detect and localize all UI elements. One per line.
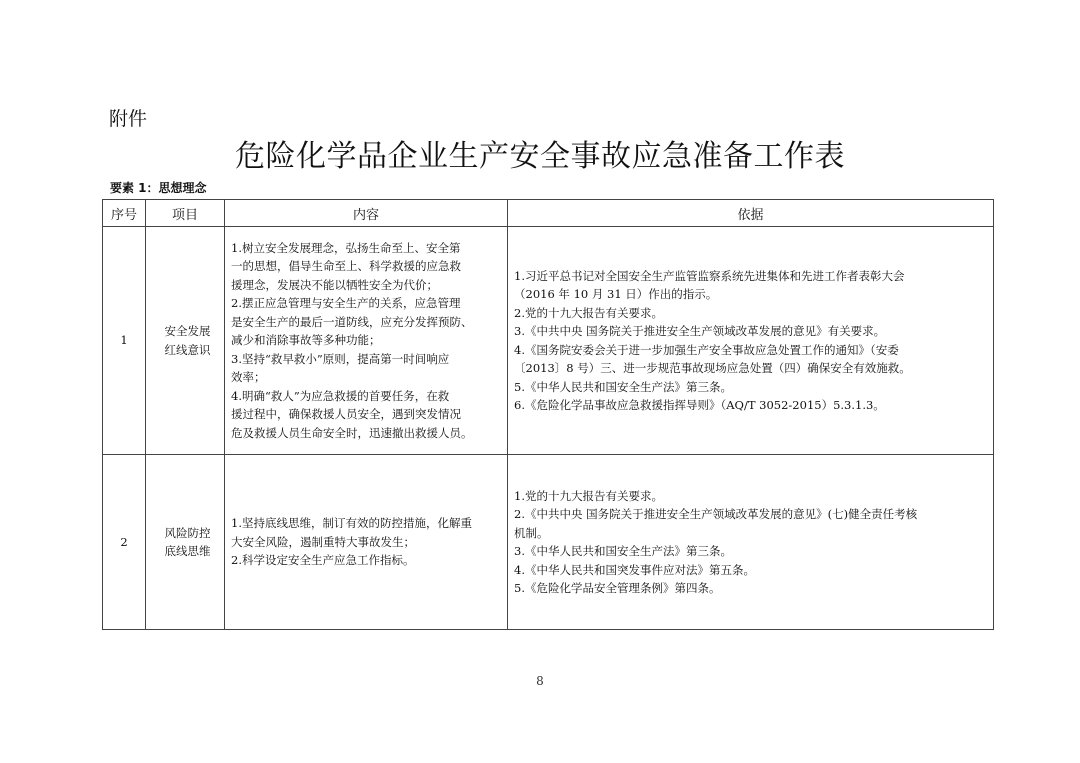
content-line: 一的思想，倡导生命至上、科学救援的应急救	[231, 259, 461, 274]
row-content	[225, 227, 508, 455]
content-line: 援理念，发展决不能以牺牲安全为代价；	[231, 277, 438, 292]
basis-line: 6.《危险化学品事故应急救援指挥导则》（AQ/T 3052-2015）5.3.1.3。	[514, 398, 885, 412]
basis-line: 3.《中华人民共和国安全生产法》第三条。	[514, 544, 732, 558]
basis-line: 3.《中共中央 国务院关于推进安全生产领域改革发展的意见》有关要求。	[514, 324, 886, 338]
basis-line: 2.《中共中央 国务院关于推进安全生产领域改革发展的意见》(七)健全责任考核	[514, 507, 918, 521]
content-line: 1.坚持底线思维，制订有效的防控措施，化解重	[231, 516, 472, 531]
attachment-label: 附件	[109, 108, 148, 130]
basis-line: 2.党的十九大报告有关要求。	[514, 305, 663, 320]
page-number: 8	[536, 674, 544, 688]
table-row	[103, 227, 994, 455]
content-line: 危及救援人员生命安全时，迅速撤出救援人员。	[231, 425, 473, 440]
row-item	[146, 455, 225, 630]
basis-line: 机制。	[514, 525, 549, 540]
row-seq: 2	[103, 455, 146, 630]
table-header-row	[103, 200, 994, 227]
basis-line: （2016 年 10 月 31 日）作出的指示。	[514, 287, 718, 301]
content-line: 是安全生产的最后一道防线，应充分发挥预防、	[231, 314, 473, 329]
element-label: 要素 1：思想理念	[110, 181, 207, 195]
table-row	[103, 455, 994, 630]
basis-line: 1.习近平总书记对全国安全生产监管监察系统先进集体和先进工作者表彰大会	[514, 268, 905, 283]
basis-line: 4.《中华人民共和国突发事件应对法》第五条。	[514, 562, 755, 577]
basis-line: 5.《中华人民共和国安全生产法》第三条。	[514, 379, 732, 394]
header-content: 内容	[225, 200, 508, 227]
content-line: 减少和消除事故等多种功能；	[231, 333, 381, 348]
content-line: 4.明确“救人”为应急救援的首要任务，在救	[231, 388, 450, 403]
row-basis	[508, 455, 994, 630]
content-line: 效率；	[231, 370, 266, 385]
row-basis	[508, 227, 994, 455]
basis-line: 5.《危险化学品安全管理条例》第四条。	[514, 581, 721, 595]
row-seq: 1	[103, 227, 146, 455]
basis-line: 1.党的十九大报告有关要求。	[514, 488, 663, 503]
header-item: 项目	[146, 200, 225, 227]
preparation-table	[102, 199, 994, 630]
item-line: 红线意识	[164, 342, 211, 357]
row-content	[225, 455, 508, 630]
content-line: 3.坚持“救早救小”原则，提高第一时间响应	[231, 351, 450, 366]
content-line: 大安全风险，遏制重特大事故发生；	[231, 534, 415, 549]
basis-line: 〔2013〕8 号）三、进一步规范事故现场应急处置（四）确保安全有效施救。	[514, 361, 911, 375]
item-line: 底线思维	[164, 544, 211, 558]
content-line: 1.树立安全发展理念，弘扬生命至上、安全第	[231, 240, 461, 255]
content-line: 援过程中，确保救援人员安全，遇到突发情况	[231, 407, 461, 422]
document-title: 危险化学品企业生产安全事故应急准备工作表	[235, 139, 845, 174]
header-seq: 序号	[103, 200, 146, 227]
basis-line: 4.《国务院安委会关于进一步加强生产安全事故应急处置工作的通知》（安委	[514, 342, 899, 357]
content-line: 2.摆正应急管理与安全生产的关系，应急管理	[231, 296, 461, 311]
header-basis: 依据	[508, 200, 994, 227]
item-line: 风险防控	[164, 525, 211, 540]
row-item	[146, 227, 225, 455]
item-line: 安全发展	[164, 324, 211, 338]
content-line: 2.科学设定安全生产应急工作指标。	[231, 553, 415, 568]
